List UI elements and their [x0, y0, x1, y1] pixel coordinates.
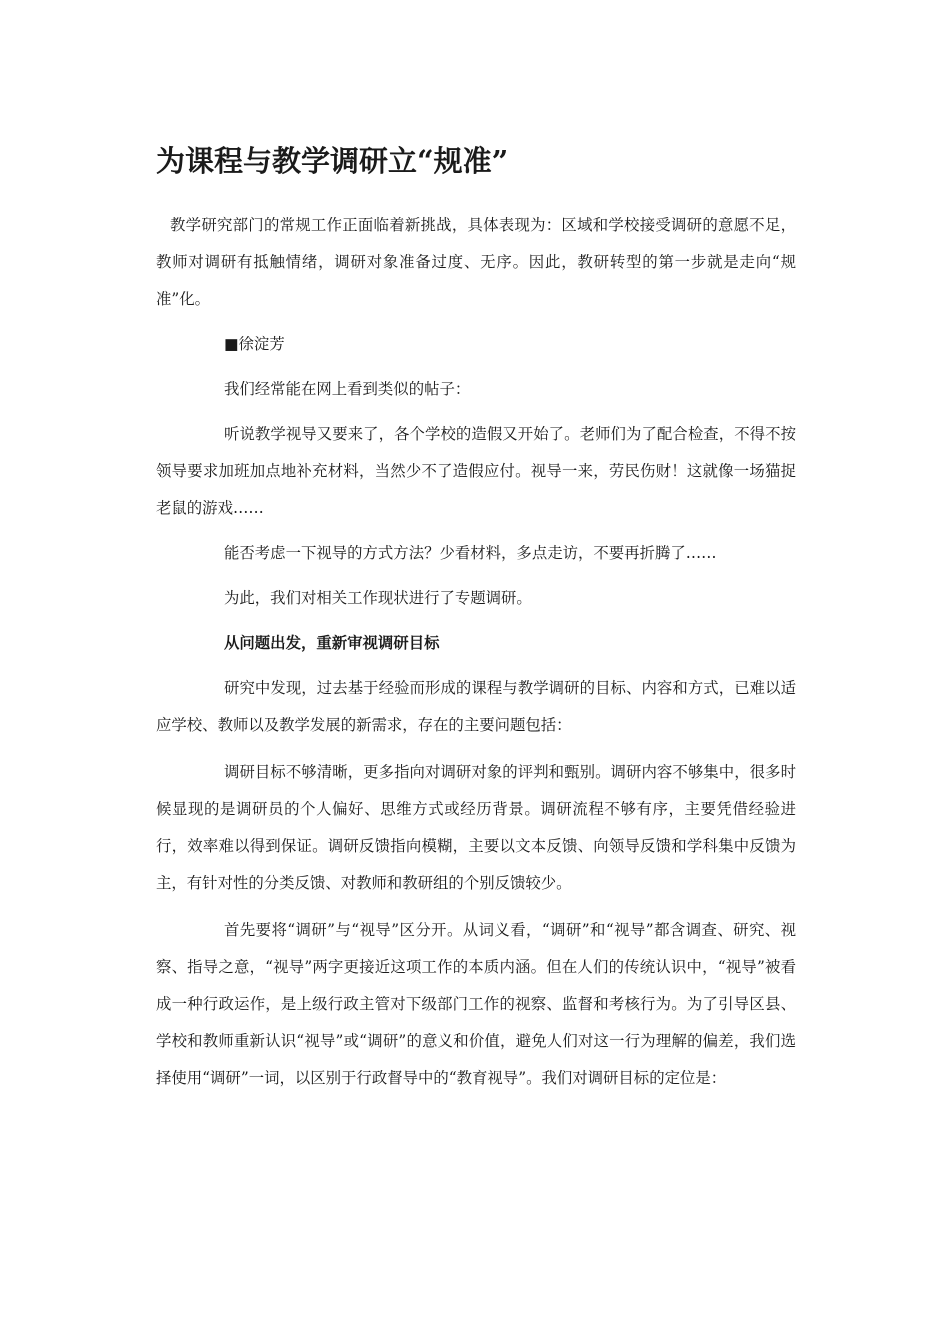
paragraph: 听说教学视导又要来了，各个学校的造假又开始了。老师们为了配合检查，不得不按领导要求加班加点地补充材料，当然少不了造假应付。视导一来，劳民伤财！这就像一场猫捉老鼠的游戏……: [156, 425, 796, 517]
paragraph: 调研目标不够清晰，更多指向对调研对象的评判和甄别。调研内容不够集中，很多时候显现的是调研员的个人偏好、思维方式或经历背景。调研流程不够有序，主要凭借经验进行，效率难以得到保证。调研反馈指向模糊，主要以文本反馈、向领导反馈和学科集中反馈为主，有针对性的分类反馈、对教师和教研组的个别反馈较少。: [156, 763, 796, 892]
author-line: ■徐淀芳: [224, 335, 285, 353]
article-title: 为课程与教学调研立“规准”: [156, 144, 509, 178]
section-heading: 从问题出发，重新审视调研目标: [224, 634, 440, 652]
paragraph: 我们经常能在网上看到类似的帖子：: [224, 380, 471, 398]
paragraph: 首先要将“调研”与“视导”区分开。从词义看，“调研”和“视导”都含调查、研究、视察、指导之意，“视导”两字更接近这项工作的本质内涵。但在人们的传统认识中，“视导”被看成一种行政运作，是上级行政主管对下级部门工作的视察、监督和考核行为。为了引导区县、学校和教师重新认识“视导”或“调研”的意义和价值，避免人们对这一行为理解的偏差，我们选择使用“调研”一词，以区别于行政督导中的“教育视导”。我们对调研目标的定位是：: [156, 921, 796, 1087]
paragraph: 能否考虑一下视导的方式方法？少看材料，多点走访，不要再折腾了……: [224, 544, 717, 562]
lead-paragraph: 教学研究部门的常规工作正面临着新挑战，具体表现为：区域和学校接受调研的意愿不足，教师对调研有抵触情绪，调研对象准备过度、无序。因此，教研转型的第一步就是走向“规准”化。: [156, 216, 796, 308]
paragraph: 为此，我们对相关工作现状进行了专题调研。: [224, 589, 532, 607]
article-body: [156, 207, 796, 1097]
paragraph: 研究中发现，过去基于经验而形成的课程与教学调研的目标、内容和方式，已难以适应学校、教师以及教学发展的新需求，存在的主要问题包括：: [156, 679, 796, 734]
